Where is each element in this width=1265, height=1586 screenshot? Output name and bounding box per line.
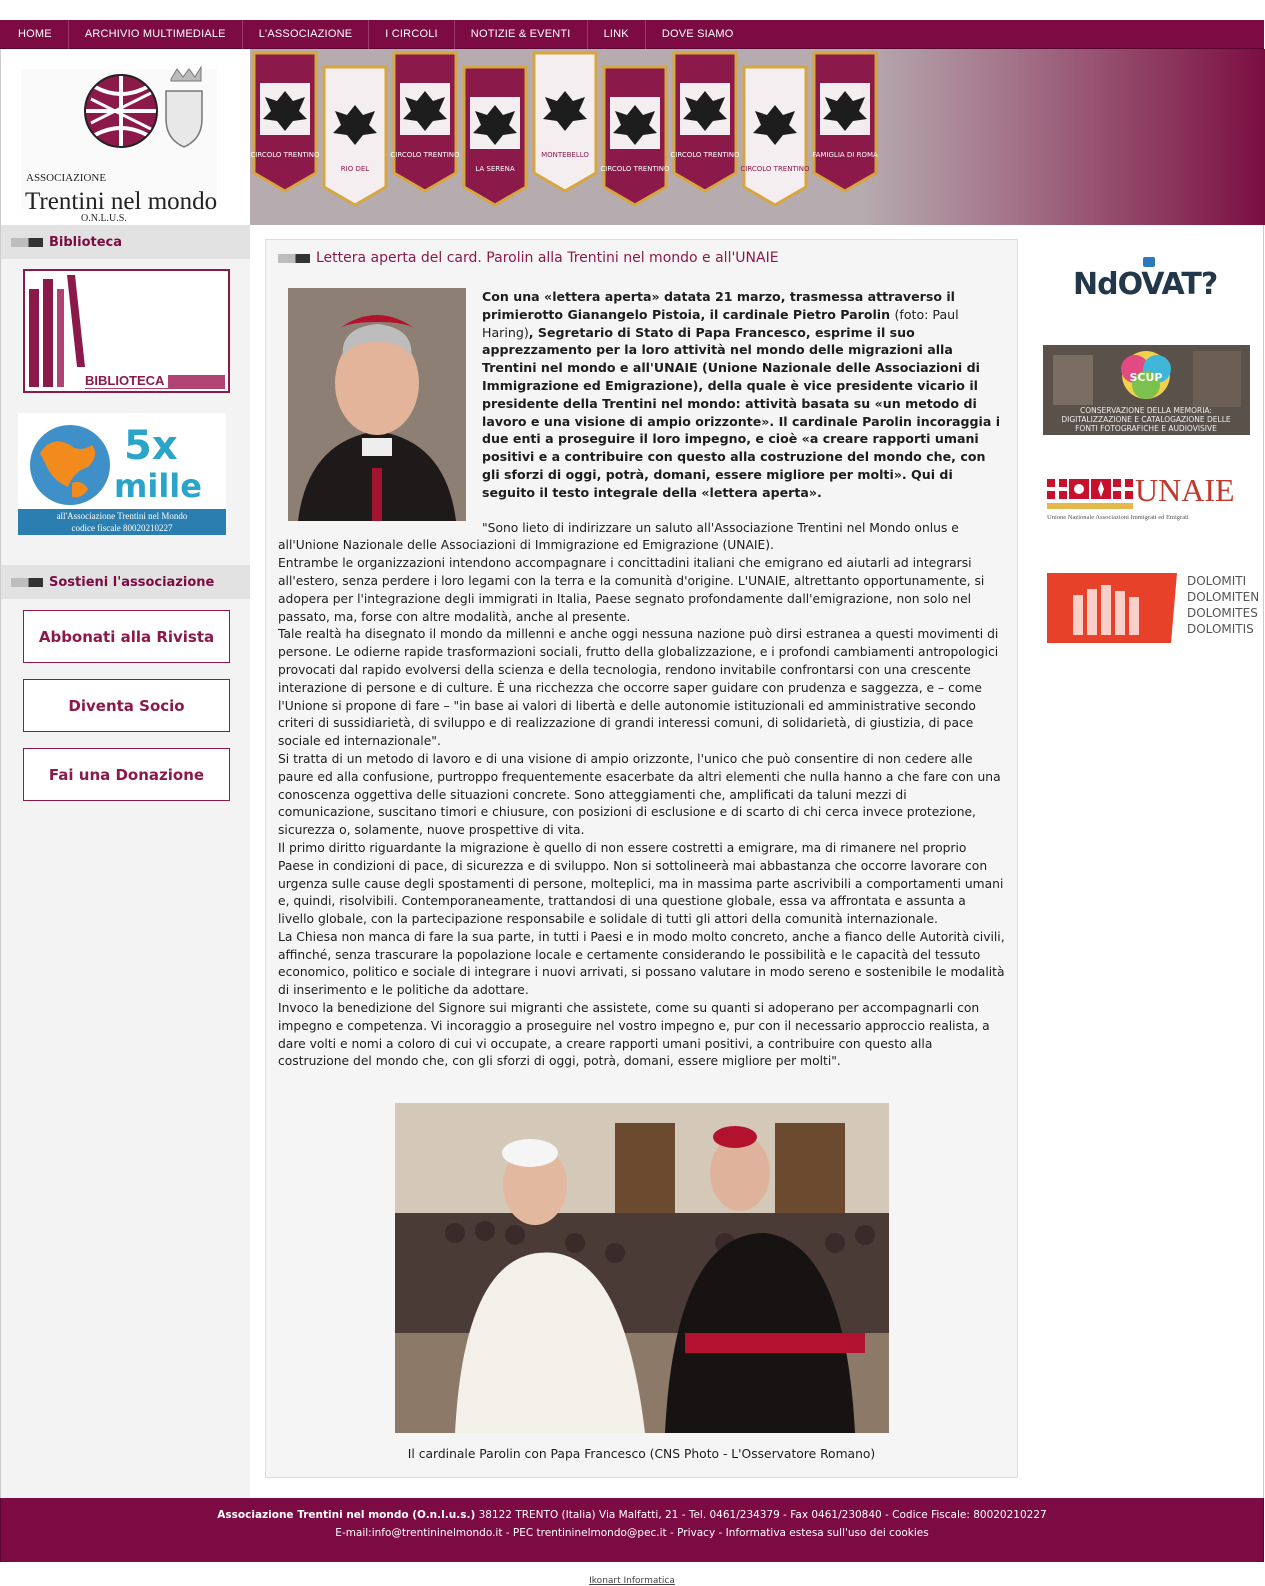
article (265, 239, 1018, 1478)
5x-mille-line1: all'Associazione Trentini nel Mondo (56, 511, 188, 521)
article-photo-block (278, 1071, 1005, 1461)
lead-part-a: Con una «lettera aperta» datata 21 marzo, trasmessa attraverso il primierotto Gianangelo Pistoia, il cardinale Pietro Parolin (482, 289, 955, 322)
biblioteca-heading-label: Biblioteca (49, 234, 123, 250)
svg-text:Unione Nazionale Associazioni: Unione Nazionale Associazioni Immigrati ed Emigrati (1047, 514, 1189, 521)
unaie-flags-icon (1043, 457, 1250, 545)
ndovat-logo: NdOVAT? (1073, 267, 1218, 302)
globe-crest-logo-icon (1, 49, 250, 225)
footer (0, 1498, 1264, 1562)
nav-archivio[interactable]: ARCHIVIO MULTIMEDIALE (69, 20, 243, 49)
footer-address: 38122 TRENTO (Italia) Via Malfatti, 21 - Tel. 0461/234379 - Fax 0461/230840 - Codice Fiscale: 80020210227 (475, 1509, 1047, 1522)
top-nav (0, 20, 1264, 49)
nav-dove-siamo[interactable]: DOVE SIAMO (661, 27, 734, 40)
ndovat-banner[interactable] (1043, 239, 1250, 323)
5x-mille-banner[interactable] (18, 413, 226, 535)
svg-text:DOLOMITES: DOLOMITES (1187, 606, 1258, 620)
paragraph: Tale realtà ha disegnato il mondo da millenni e anche oggi nessuna nazione può dirsi estranea a questi movimenti di persone. Le odierne rapide trasformazioni sociali, frutto della globalizzazione, e i profondi cambiamenti antropologici provocati dal rapido evolversi della scienza e della tecnologia, rendono invitabile confrontarsi con una crescente interazione di persone e di culture. È una ricchezza che occorre saper guidare con prudenza e saggezza, e – come l'Unione si propone di fare – "in base ai valori di libertà e delle autonomie istituzionali ed amministrative secondo criteri di sussidiarietà, di sviluppo e di realizzazione di grandi interessi comuni, di solidarietà, di giustizia, di pace sociale ed internazionale". (278, 627, 999, 749)
photo-credit: (foto: Paul Haring) (482, 306, 959, 340)
nav-circoli[interactable]: I CIRCOLI (369, 20, 455, 49)
nav-associazione[interactable]: L'ASSOCIAZIONE (243, 20, 370, 49)
svg-text:DOLOMITIS: DOLOMITIS (1187, 622, 1254, 636)
heading-bullet-icon (11, 578, 43, 587)
header-banner (250, 49, 1265, 225)
svg-text:O.N.L.U.S.: O.N.L.U.S. (81, 213, 127, 224)
biblioteca-banner[interactable] (23, 269, 230, 393)
unaie-banner[interactable] (1043, 457, 1250, 545)
nav-home[interactable]: HOME (0, 20, 69, 49)
footer-org: Associazione Trentini nel mondo (O.n.l.u.s.) (217, 1509, 476, 1522)
svg-text:DIGITALIZZAZIONE E CATALOGAZIO: DIGITALIZZAZIONE E CATALOGAZIONE DELLE (1061, 415, 1231, 424)
scup-banner[interactable] (1043, 345, 1250, 435)
header (0, 49, 1264, 225)
heading-bullet-icon (11, 238, 43, 247)
heading-bullet-icon (278, 254, 310, 263)
site-logo[interactable] (1, 49, 250, 225)
ikonart-credit-link[interactable]: Ikonart Informatica (589, 1576, 675, 1586)
svg-text:UNAIE: UNAIE (1135, 472, 1235, 508)
scup-image (1043, 345, 1250, 435)
article-title-row (278, 250, 1005, 266)
cardinal-portrait-photo (288, 288, 466, 521)
5x-mille-line2: codice fiscale 80020210227 (71, 523, 173, 533)
lead-part-b: , Segretario di Stato di Papa Francesco, esprime il suo apprezzamento per la loro attività nel mondo delle migrazioni alla Trentini nel mondo e all'UNAIE (Unione Nazionale delle Associazioni di Immigrazione ed Emigrazione), della quale è vice presidente vicario il presidente della Trentini nel mondo: attività basata su «un metodo di lavoro e una visione di ampio orizzonte». Il cardinale Parolin incoraggia i due enti a proseguire il loro impegno, e cioè «a creare rapporti umani positivi e a contribuire con questo alla costruzione del mondo che, con gli sforzi di oggi, potrà, domani, essere migliore per molti». Qui di seguito il testo integrale della «lettera aperta». (482, 324, 1001, 500)
svg-text:CONSERVAZIONE DELLA MEMORIA:: CONSERVAZIONE DELLA MEMORIA: (1080, 406, 1212, 415)
footer-line2[interactable]: E-mail:info@trentininelmondo.it - PEC trentininelmondo@pec.it - Privacy - Informativa estesa sull'uso dei cookies (335, 1527, 929, 1540)
world-globe-icon (18, 413, 226, 513)
abbonati-button[interactable]: Abbonati alla Rivista (23, 610, 230, 663)
center-column (250, 225, 1033, 1498)
5x-mille-caption (18, 509, 226, 535)
main-content (0, 225, 1264, 1498)
footer-line1 (1, 1506, 1263, 1524)
svg-text:Trentini nel mondo: Trentini nel mondo (25, 188, 218, 215)
svg-text:mille: mille (114, 467, 202, 505)
biblioteca-label: BIBLIOTECA (81, 373, 168, 388)
paragraph: Il primo diritto riguardante la migrazione è quello di non essere costretti a emigrare, ma di rimanere nel proprio Paese in condizioni di pace, di sicurezza e di sviluppo. Non si sottolineerà mai abbastanza che occorre lavorare con urgenza sulle cause degli spostamenti di persone, molteplici, ma in massima parte ascrivibili a comportamenti umani e, quindi, risolvibili. Contemporaneamente, trattandosi di una questione globale, essa va affrontata e assunta a livello globale, con la partecipazione responsabile e solidale di tutti gli attori della comunità internazionale. (278, 840, 1004, 927)
paragraph: Invoco la benedizione del Signore sui migranti che assistete, come su quanti si adoperano per accompagnarli con impegno e competenza. Vi incoraggio a proseguire nel vostro impegno e, pur con il necessario approccio realista, a dare volti e nomi a coloro di cui vi occupate, a creare rapporti umani positivi, a contribuire con questo alla costruzione del mondo che, con gli sforzi di oggi, potrà, domani, essere migliore per molti". (278, 1001, 990, 1069)
photo-caption: Il cardinale Parolin con Papa Francesco (CNS Photo - L'Osservatore Romano) (407, 1447, 876, 1462)
nav-notizie[interactable]: NOTIZIE & EVENTI (455, 20, 588, 49)
dolomiti-banner[interactable] (1043, 567, 1260, 649)
pope-cardinal-photo (395, 1103, 889, 1433)
svg-text:DOLOMITEN: DOLOMITEN (1187, 590, 1260, 604)
sostieni-heading-label: Sostieni l'associazione (49, 574, 215, 590)
left-sidebar (1, 225, 250, 1498)
svg-text:SCUP: SCUP (1129, 371, 1163, 384)
sostieni-heading (1, 565, 250, 599)
article-title: Lettera aperta del card. Parolin alla Trentini nel mondo e all'UNAIE (316, 250, 779, 266)
flags-banner-image (250, 49, 1265, 225)
diventa-socio-button[interactable]: Diventa Socio (23, 679, 230, 732)
nav-link[interactable]: LINK (588, 20, 646, 49)
svg-text:DOLOMITI: DOLOMITI (1187, 574, 1247, 588)
article-body (278, 520, 1005, 1072)
donazione-button[interactable]: Fai una Donazione (23, 748, 230, 801)
pope-cardinal-image (395, 1103, 889, 1433)
biblioteca-heading (1, 225, 250, 259)
paragraph: "Sono lieto di indirizzare un saluto all'Associazione Trentini nel Mondo onlus e all'Unione Nazionale delle Associazioni di Immigrazione ed Emigrazione (UNAIE). (278, 520, 959, 553)
paragraph: Si tratta di un metodo di lavoro e di una visione di ampio orizzonte, l'unico che può consentire di non cedere alle paure ed alla confusione, purtroppo frequentemente esacerbate da altri elementi che nulla hanno a che fare con una conoscenza oggettiva delle situazioni concrete. Sono atteggiamenti che, amplificati da taluni mezzi di comunicazione, suscitano timori e chiusure, con posizioni di esclusione e di scarto di chi cerca invece protezione, sicurezza o, solamente, nuove prospettive di vita. (278, 751, 1001, 838)
ndovat-pin-icon (1143, 257, 1155, 267)
paragraph: Entrambe le organizzazioni intendono accompagnare i concittadini italiani che emigrano ed aiutarli ad integrarsi all'estero, senza perdere i loro legami con la terra e la comunità d'origine. L'UNAIE, altrettanto opportunamente, si adopera per l'integrazione degli immigrati in Italia, Paese segnato profondamente dall'emigrazione, non solo nel passato, ma, forse con altre modalità, anche al presente. (278, 556, 985, 624)
portrait-image (288, 288, 466, 521)
svg-text:FONTI FOTOGRAFICHE E AUDIOVISI: FONTI FOTOGRAFICHE E AUDIOVISIVE (1075, 424, 1217, 433)
svg-text:5x: 5x (124, 423, 178, 469)
svg-text:ASSOCIAZIONE: ASSOCIAZIONE (26, 172, 107, 184)
paragraph: La Chiesa non manca di fare la sua parte, in tutti i Paesi e in modo molto concreto, anche a fianco delle Autorità civili, affinché, senza trascurare la popolazione locale e certamente considerando le possibilità e le capacità del tessuto economico, politico e sociale di integrare i nuovi arrivati, si possano valutare in modo sereno e sostenibile le modalità di inserimento e le politiche da adottare. (278, 929, 1005, 998)
right-sidebar (1033, 225, 1260, 1498)
dolomiti-unesco-icon (1043, 567, 1260, 649)
